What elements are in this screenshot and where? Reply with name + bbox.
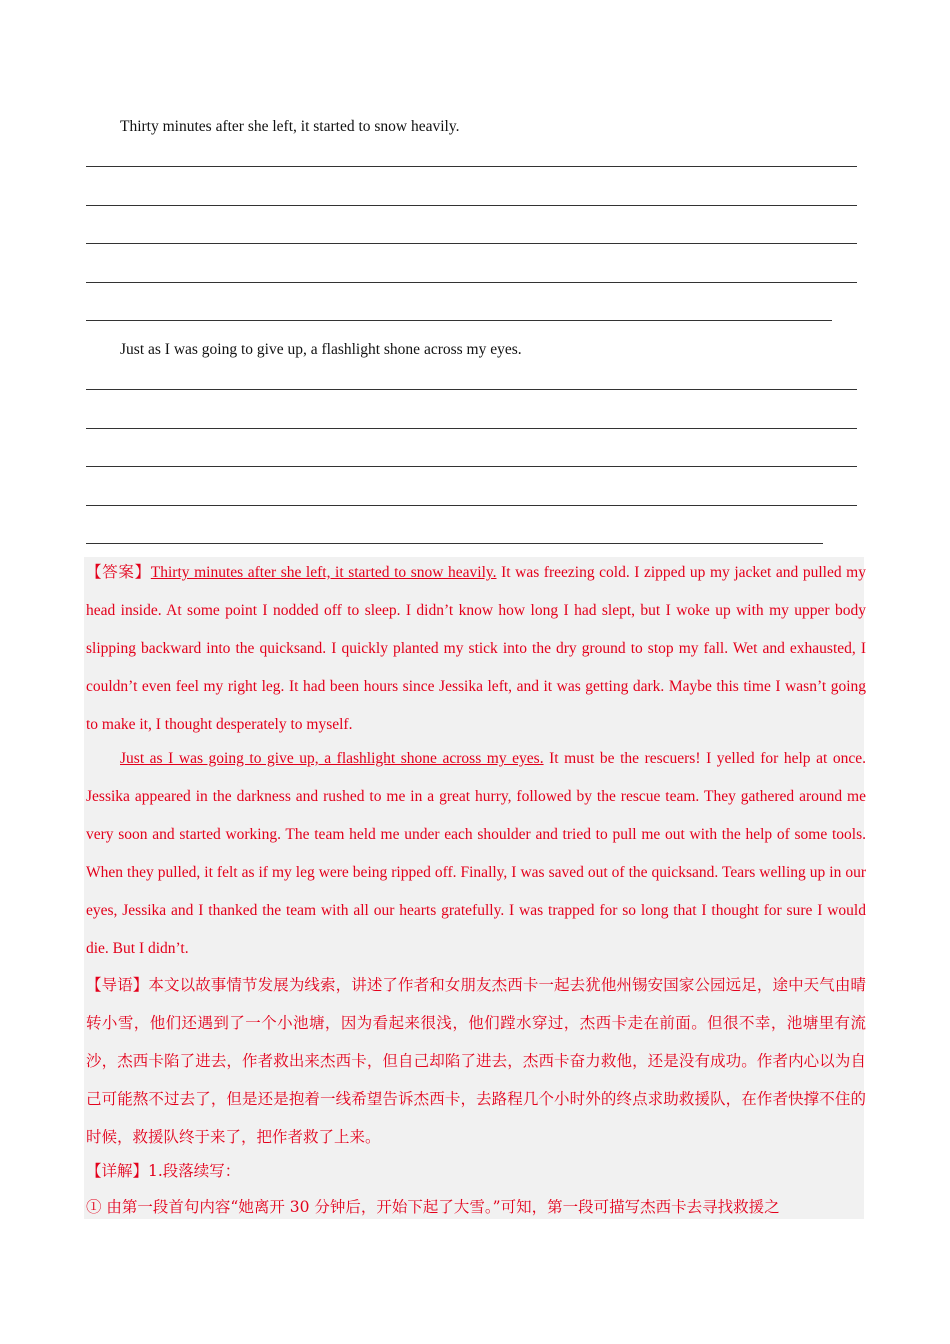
detail-item-1: ① 由第一段首句内容“她离开 30 分钟后，开始下起了大雪。”可知，第一段可描写杰西卡去寻找救援之 [86, 1198, 780, 1216]
writing-line [86, 505, 857, 506]
answer-tag: 【答案】 [86, 563, 151, 581]
answer-underlined-start-2: Just as I was going to give up, a flashlight shone across my eyes. [120, 750, 544, 767]
detail-heading-line [86, 1152, 866, 1190]
detail-section [86, 1152, 866, 1224]
detail-tag: 【详解】 [86, 1162, 149, 1180]
guide-section [86, 966, 866, 1156]
writing-line [86, 282, 857, 283]
answer-text-2: It must be the rescuers! I yelled for help at once. Jessika appeared in the darkness and rushed to me in a great hurry, followed by the rescue team. They gathered around me very soon and started working. The team held me under each shoulder and tried to pull me out with the help of some tools. When they pulled, it felt as if my leg were being ripped off. Finally, I was saved out of the quicksand. Tears welling up in our eyes, Jessika and I thanked the team with all our hearts gratefully. I was trapped for so long that I thought for sure I would die. But I didn’t. [86, 750, 866, 957]
guide-paragraph [86, 966, 866, 1156]
answer-paragraph-1 [86, 553, 866, 744]
writing-prompt-1: Thirty minutes after she left, it started to snow heavily. [120, 118, 460, 135]
writing-line [86, 389, 857, 390]
answer-section [86, 553, 866, 968]
writing-line [86, 428, 857, 429]
detail-heading: 1.段落续写： [148, 1162, 241, 1180]
writing-line [86, 543, 823, 544]
writing-line [86, 320, 832, 321]
guide-text: 本文以故事情节发展为线索，讲述了作者和女朋友杰西卡一起去犹他州锡安国家公园远足，途中天气由晴转小雪，他们还遇到了一个小池塘，因为看起来很浅，他们蹚水穿过，杰西卡走在前面。但很不幸，池塘里有流沙，杰西卡陷了进去，作者救出来杰西卡，但自己却陷了进去，杰西卡奋力救他，还是没有成功。作者内心以为自己可能熬不过去了，但是还是抱着一线希望告诉杰西卡，去路程几个小时外的终点求助救援队，在作者快撑不住的时候，救援队终于来了，把作者救了上来。 [86, 976, 866, 1146]
writing-line [86, 166, 857, 167]
writing-line [86, 243, 857, 244]
writing-prompt-2: Just as I was going to give up, a flashlight shone across my eyes. [120, 341, 522, 358]
guide-tag: 【导语】 [86, 976, 149, 994]
writing-line [86, 466, 857, 467]
answer-paragraph-2 [86, 740, 866, 968]
writing-line [86, 205, 857, 206]
answer-underlined-start-1: Thirty minutes after she left, it started to snow heavily. [150, 564, 497, 581]
answer-text-1: It was freezing cold. I zipped up my jacket and pulled my head inside. At some point I nodded off to sleep. I didn’t know how long I had slept, but I woke up with my upper body slipping backward into the quicksand. I quickly planted my stick into the dry ground to stop my fall. Wet and exhausted, I couldn’t even feel my right leg. It had been hours since Jessika left, and it was getting dark. Maybe this time I wasn’t going to make it, I thought desperately to myself. [86, 564, 866, 733]
